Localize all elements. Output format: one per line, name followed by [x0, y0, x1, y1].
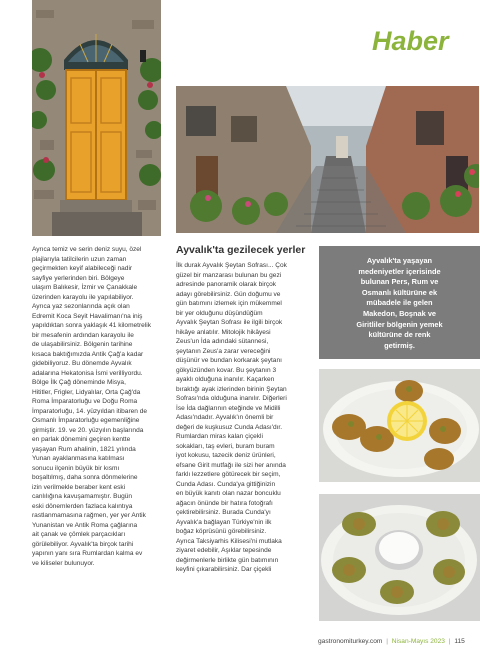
article-heading: Ayvalık'ta gezilecek yerler: [176, 244, 306, 256]
article-column-left: [32, 245, 163, 568]
pull-quote: Ayvalık'ta yaşayan medeniyetler içerisinde bulunan Pers, Rum ve Osmanlı kültürüne ek mübadele ile gelen Makedon, Boşnak ve Giritliler bölgenin yemek kültürüne de renk getirmiş.: [319, 246, 480, 359]
food-photo-fritters-lemon: [319, 369, 480, 482]
section-title: Haber: [372, 26, 449, 56]
middle-column-text: İlk durak Ayvalık Şeytan Sofrası... Çok güzel bir manzarası bulunan bu gezi adresinde panoramik olarak birçok adayı görebilirsiniz. Gün doğumu ve gün batımını izlemek için mükemmel bir yer olduğunu düşündüğüm Ayvalık Şeytan Sofrası ile ilgili birçok hikâye anlatılır. Mitolojik hikâyesi Zeus'un İda adındaki sütannesi, şeytanın Zeus'a zarar vereceğini düşünür ve bundan korkarak şeytanı gökyüzünden kovar. Bu şeytanın 3 ayaklı olduğuna inanılır. Kaçarken bıraktığı ayak izlerinden birinin Şeytan Sofrası'nda olduğuna inanılır. Diğerleri İse İda dağlarının eteğinde ve Midilli Adası'ndadır. Ayvalık'ın önemli bir değeri de kuşkusuz Cunda Adası'dır. Rumlardan miras kalan çiçekli sokakları, taş evleri, buram buram iyot kokusu, tazecik deniz ürünleri, efsane Girit mutfağı ile sizi her anında farklı lezzetlere götürecek bir seçim, Cunda Adası. Cunda'ya gittiğinizin en büyük kanıtı olan nazar boncuklu ağacın önünde bir hatıra fotoğrafı çektirebilirsiniz. Burada Cunda'yı Ayvalık'a bağlayan Türkiye'nin ilk boğaz köprüsünü görebilirsiniz. Ayrıca Taksiyarhis Kilisesi'ni mutlaka ziyaret edebilir, Aşıklar tepesinde değirmenlerle birlikte gün batımının keyfini çıkarabilirsiniz. Dar çiçekli: [176, 262, 287, 573]
street-photo: [176, 86, 479, 233]
left-column-text: Ayrıca temiz ve serin deniz suyu, özel plajlarıyla tatilcilerin uzun zaman geçirmekten keyif alabileceği nadir sayfiye yerlerinden biri. Bölgeye ulaşım Balıkesir, İzmir ve Çanakkale üzerinden karayolu ile yapılabiliyor. Ayrıca yaz sezonlarında açık olan Edremit Koca Seyit Havalimanı'na iniş yapıldıktan sonra yaklaşık 41 kilometrelik bir mesafenin ardından karayolu ile de ulaşabilirsiniz. Bölgenin tarihine kısaca baktığımızda Antik Çağ'a kadar gidebiliyoruz. Bu dönemde Ayvalık adalarına Hekatonisa İsmi verilliyordu. Bölge İlk Çağ döneminde Misya, Hititler, Frigler, Lidyalılar, Orta Çağ'da Roma İmparatorluğu ve Doğu Roma İmparatorluğu, 14. yüzyıldan itibaren de Osmanlı İmparatorluğu egemenliğine girmiştir. 19. ve 20. yüzyılın başlarında en parlak dönemini geçiren kentte yaşayan Rum ahalinin, 1821 yılında Yunan ayaklanmasına katılması sonucu ilçenin büyük bir kısmı boşaltılmış, daha sonra dönmelerine izin verilmekle beraber kent eski canlılığına kavuşamamıştır. Bugün eski dönemlerden fazlaca kalıntıya rastlanmamasına rağmen, yer yer Antik Yunanistan ve Antik Roma çağlarına ait çanak ve çömlek parçacıkları görülebiliyor. Ayvalık'ta birçok tarihi yapının yanı sıra Rumlardan kalma ev ve kiliseler bulunuyor.: [32, 246, 151, 567]
footer-separator-2: |: [448, 638, 451, 645]
article-column-middle: [176, 261, 311, 575]
footer-site: gastronomiturkey.com: [318, 638, 383, 645]
footer-date: Nisan-Mayıs 2023: [391, 638, 445, 645]
food-photo-fritters-yogurt: [319, 494, 480, 621]
footer-separator: |: [386, 638, 388, 645]
door-photo: [32, 0, 161, 236]
page-number: 115: [454, 638, 465, 645]
page-footer: [318, 638, 465, 645]
